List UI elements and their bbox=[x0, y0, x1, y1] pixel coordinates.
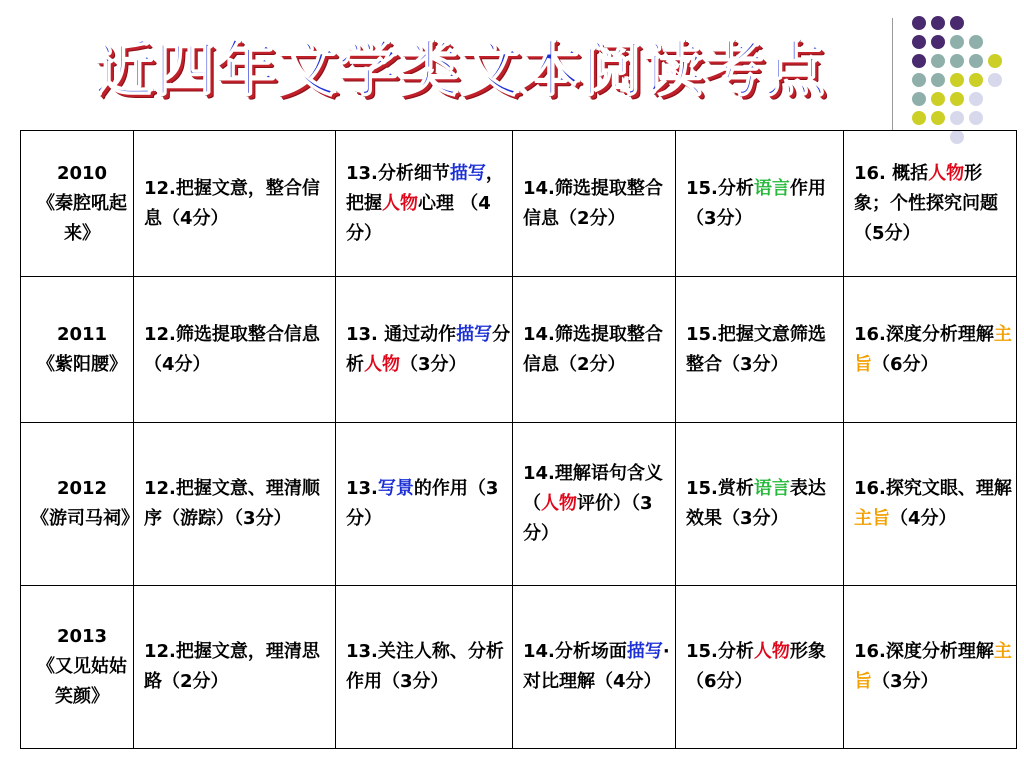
page-title: 近四年文学类文本阅读考点 bbox=[94, 35, 826, 105]
year-label: 2010 bbox=[56, 162, 108, 184]
question-cell bbox=[134, 586, 336, 749]
highlight-text: 主旨 bbox=[854, 508, 890, 529]
cell-text: 13.关注人称、分析作用（3分） bbox=[346, 641, 504, 692]
cell-text: ，把握 bbox=[346, 162, 504, 214]
year-label: 2011 bbox=[56, 323, 108, 345]
cell-text: 15.分析 bbox=[686, 177, 754, 199]
cell-text: 14.理解语句含义（ bbox=[523, 463, 663, 514]
year-label: 2013 bbox=[56, 626, 108, 647]
highlight-text: 描写 bbox=[456, 323, 493, 345]
cell-text: 形象（6分） bbox=[686, 641, 826, 692]
decorative-dot bbox=[969, 35, 983, 49]
cell-text: 14.筛选提取整合信息（2分） bbox=[523, 323, 663, 375]
cell-text: 12.把握文意，理清思路（2分） bbox=[144, 641, 320, 692]
year-cell bbox=[21, 277, 134, 423]
question-cell bbox=[336, 586, 513, 749]
question-cell bbox=[513, 277, 676, 423]
question-cell bbox=[844, 277, 1017, 423]
cell-text: 15.把握文意筛选整合（3分） bbox=[686, 323, 826, 375]
table-row bbox=[21, 586, 1017, 749]
decorative-dot bbox=[950, 54, 964, 68]
decorative-dot bbox=[931, 54, 945, 68]
question-cell bbox=[513, 423, 676, 586]
highlight-text: 描写 bbox=[449, 162, 486, 184]
decorative-dot bbox=[969, 111, 983, 125]
table-row bbox=[21, 131, 1017, 277]
work-title: 《游司马祠》 bbox=[31, 508, 139, 529]
highlight-text: 人物 bbox=[382, 192, 418, 214]
highlight-text: 人物 bbox=[753, 641, 790, 662]
decorative-dot bbox=[950, 111, 964, 125]
highlight-text: 主旨 bbox=[854, 641, 1012, 692]
question-cell bbox=[844, 131, 1017, 277]
cell-text: 评价）（3分） bbox=[523, 493, 653, 544]
decorative-dot bbox=[988, 54, 1002, 68]
cell-text: 15.赏析 bbox=[686, 478, 754, 499]
cell-text: 15.分析 bbox=[686, 641, 754, 662]
decorative-dot bbox=[931, 73, 945, 87]
question-cell bbox=[676, 586, 844, 749]
highlight-text: 描写 bbox=[626, 641, 663, 662]
decorative-dot bbox=[931, 111, 945, 125]
title-divider-line bbox=[892, 18, 893, 130]
question-cell bbox=[513, 131, 676, 277]
question-cell bbox=[336, 277, 513, 423]
highlight-text: 人物 bbox=[364, 353, 400, 375]
question-cell bbox=[844, 423, 1017, 586]
year-label: 2012 bbox=[56, 478, 108, 499]
work-title: 《秦腔吼起来》 bbox=[37, 192, 127, 244]
highlight-text: 主旨 bbox=[854, 323, 1012, 375]
cell-text: 14.筛选提取整合信息（2分） bbox=[523, 177, 663, 229]
highlight-text: 人物 bbox=[928, 162, 965, 184]
cell-text: ·对比理解（4分） bbox=[523, 641, 670, 692]
cell-text: 形象；个性探究问题（5分） bbox=[854, 162, 998, 244]
cell-text: 心理 （4分） bbox=[346, 192, 491, 244]
cell-text: （4分） bbox=[890, 508, 957, 529]
decorative-dot bbox=[950, 16, 964, 30]
year-cell bbox=[21, 586, 134, 749]
question-cell bbox=[336, 423, 513, 586]
cell-text: （6分） bbox=[872, 353, 939, 375]
cell-text: 表达效果（3分） bbox=[686, 478, 826, 529]
cell-text: 14.分析场面 bbox=[523, 641, 627, 662]
cell-text: 13. bbox=[346, 478, 378, 499]
decorative-dot bbox=[931, 16, 945, 30]
question-cell bbox=[676, 131, 844, 277]
cell-text: 12.把握文意，整合信息（4分） bbox=[144, 177, 320, 229]
cell-text: 13. 通过动作 bbox=[346, 323, 457, 345]
cell-text: （3分） bbox=[872, 671, 939, 692]
decorative-dot bbox=[931, 35, 945, 49]
cell-text: 的作用（3分） bbox=[346, 478, 499, 529]
exam-points-table bbox=[20, 130, 1017, 749]
decorative-dot bbox=[969, 73, 983, 87]
cell-text: 16.深度分析理解 bbox=[854, 323, 994, 345]
decorative-dot bbox=[950, 35, 964, 49]
table-row bbox=[21, 423, 1017, 586]
question-cell bbox=[676, 277, 844, 423]
cell-text: 16.深度分析理解 bbox=[854, 641, 994, 662]
cell-text: 作用（3分） bbox=[686, 177, 826, 229]
work-title: 《又见姑姑笑颜》 bbox=[37, 656, 127, 707]
cell-text: 16. 概括 bbox=[854, 162, 929, 184]
highlight-text: 语言 bbox=[753, 177, 790, 199]
cell-text: 16.探究文眼、理解 bbox=[854, 478, 1012, 499]
highlight-text: 人物 bbox=[541, 493, 577, 514]
question-cell bbox=[134, 423, 336, 586]
question-cell bbox=[844, 586, 1017, 749]
decorative-dot bbox=[950, 73, 964, 87]
decorative-dot bbox=[969, 54, 983, 68]
question-cell bbox=[134, 131, 336, 277]
year-cell bbox=[21, 423, 139, 586]
year-cell bbox=[21, 131, 134, 277]
cell-text: 12.筛选提取整合信息（4分） bbox=[144, 323, 320, 375]
question-cell bbox=[336, 131, 513, 277]
table-row bbox=[21, 277, 1017, 423]
cell-text: （3分） bbox=[400, 353, 467, 375]
cell-text: 12.把握文意、理清顺序（游踪）（3分） bbox=[144, 478, 320, 529]
decorative-dot bbox=[912, 111, 926, 125]
question-cell bbox=[513, 586, 676, 749]
question-cell bbox=[134, 277, 336, 423]
highlight-text: 语言 bbox=[753, 478, 790, 499]
cell-text: 13.分析细节 bbox=[346, 162, 450, 184]
work-title: 《紫阳腰》 bbox=[37, 353, 127, 375]
decorative-dot bbox=[950, 92, 964, 106]
decorative-dot bbox=[969, 92, 983, 106]
decorative-dot bbox=[931, 92, 945, 106]
question-cell bbox=[676, 423, 844, 586]
highlight-text: 写景 bbox=[377, 478, 414, 499]
decorative-dot bbox=[988, 73, 1002, 87]
cell-text: 分析 bbox=[346, 323, 511, 375]
